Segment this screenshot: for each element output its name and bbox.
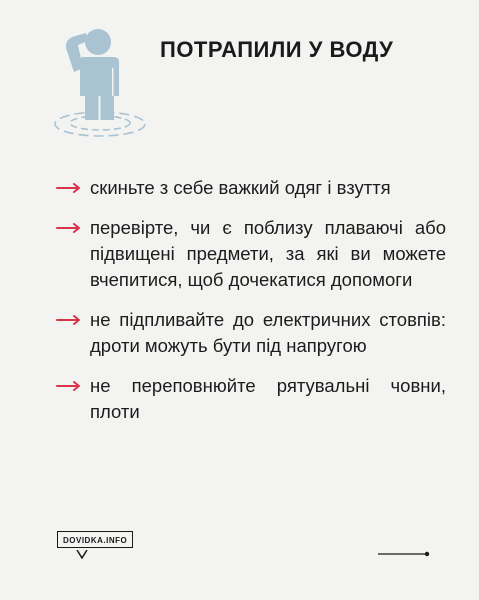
arrow-right-icon — [56, 307, 90, 333]
tip-text: перевірте, чи є поблизу плаваючі або підвищені предмети, за які ви можете вчепитися, щоб дочекатися допомоги — [90, 217, 446, 290]
line-dot-icon — [378, 544, 430, 550]
tip-text: не переповнюйте рятувальні човни, плоти — [90, 375, 446, 422]
logo: DOVIDKA.INFO — [57, 531, 133, 548]
logo-speech-tail-icon — [76, 546, 88, 564]
tip-text: скиньте з себе важкий одяг і взуття — [90, 177, 391, 198]
page-title: ПОТРАПИЛИ У ВОДУ — [160, 37, 394, 62]
person-in-water-icon — [50, 22, 150, 144]
tip-text: не підпливайте до електричних стовпів: дроти можуть бути під напругою — [90, 309, 446, 356]
arrow-right-icon — [56, 373, 90, 399]
list-item — [56, 175, 446, 201]
tips-list — [56, 175, 446, 439]
arrow-right-icon — [56, 175, 90, 201]
arrow-right-icon — [56, 215, 90, 241]
list-item — [56, 373, 446, 425]
list-item — [56, 307, 446, 359]
list-item — [56, 215, 446, 293]
